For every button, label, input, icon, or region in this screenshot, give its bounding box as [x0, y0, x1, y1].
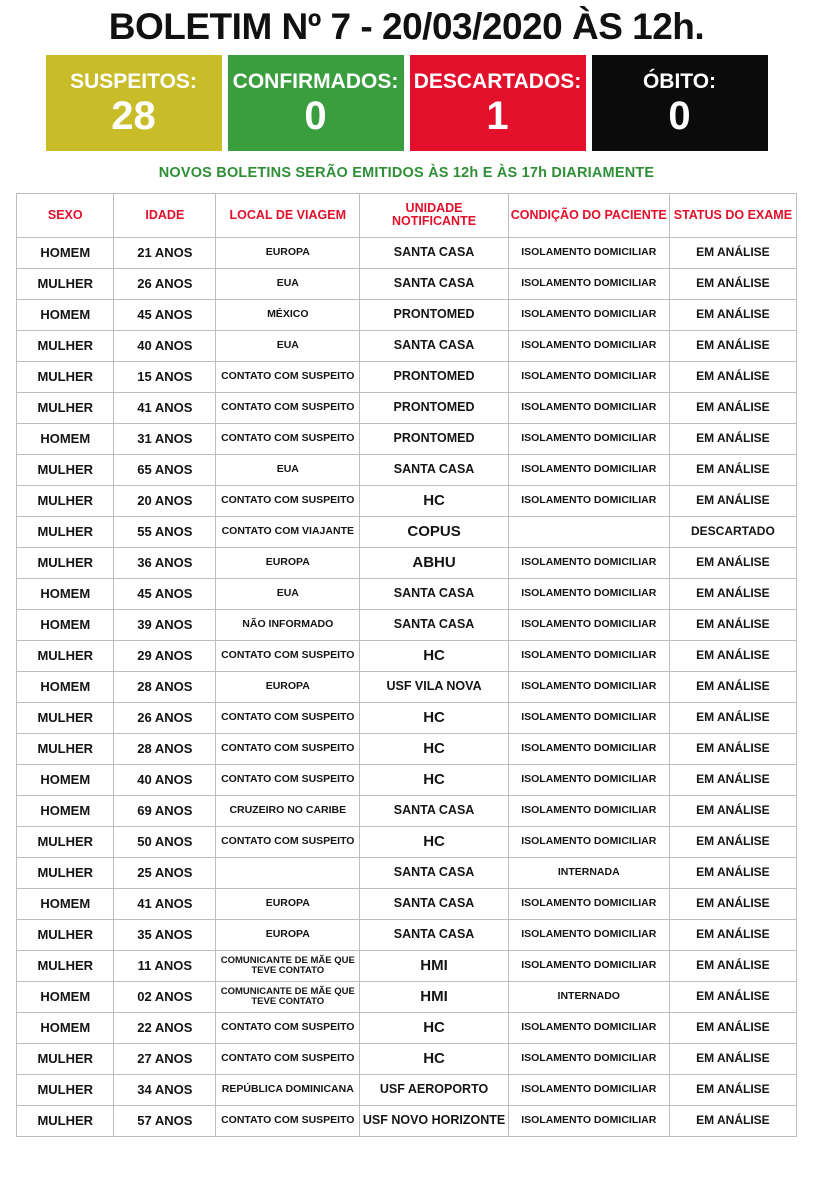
- cell-sexo: MULHER: [17, 702, 114, 733]
- cell-local: CONTATO COM SUSPEITO: [216, 826, 360, 857]
- table-row: [17, 981, 797, 1012]
- cell-unidade: COPUS: [360, 516, 508, 547]
- cell-sexo: MULHER: [17, 826, 114, 857]
- cell-condicao: ISOLAMENTO DOMICILIAR: [508, 392, 669, 423]
- cell-idade: 22 ANOS: [114, 1012, 216, 1043]
- cell-status: EM ANÁLISE: [669, 981, 796, 1012]
- cell-unidade: PRONTOMED: [360, 392, 508, 423]
- cell-condicao: ISOLAMENTO DOMICILIAR: [508, 268, 669, 299]
- cell-sexo: MULHER: [17, 392, 114, 423]
- cell-status: EM ANÁLISE: [669, 392, 796, 423]
- cell-sexo: HOMEM: [17, 299, 114, 330]
- cell-status: EM ANÁLISE: [669, 547, 796, 578]
- cell-sexo: MULHER: [17, 454, 114, 485]
- table-row: [17, 485, 797, 516]
- cell-condicao: ISOLAMENTO DOMICILIAR: [508, 671, 669, 702]
- cell-unidade: HC: [360, 1012, 508, 1043]
- cell-condicao: INTERNADA: [508, 857, 669, 888]
- table-row: [17, 919, 797, 950]
- cell-status: EM ANÁLISE: [669, 826, 796, 857]
- cell-status: EM ANÁLISE: [669, 1105, 796, 1136]
- cell-idade: 27 ANOS: [114, 1043, 216, 1074]
- table-row: [17, 330, 797, 361]
- table-row: [17, 423, 797, 454]
- cell-idade: 40 ANOS: [114, 764, 216, 795]
- cell-local: EUROPA: [216, 919, 360, 950]
- cell-local: COMUNICANTE DE MÃE QUE TEVE CONTATO: [216, 950, 360, 981]
- cell-condicao: ISOLAMENTO DOMICILIAR: [508, 485, 669, 516]
- table-row: [17, 1105, 797, 1136]
- cell-condicao: ISOLAMENTO DOMICILIAR: [508, 609, 669, 640]
- cell-status: EM ANÁLISE: [669, 671, 796, 702]
- cell-unidade: HC: [360, 640, 508, 671]
- cell-idade: 45 ANOS: [114, 578, 216, 609]
- cell-sexo: HOMEM: [17, 981, 114, 1012]
- cell-idade: 26 ANOS: [114, 268, 216, 299]
- page-title: BOLETIM Nº 7 - 20/03/2020 ÀS 12h.: [108, 6, 705, 47]
- cell-sexo: MULHER: [17, 857, 114, 888]
- cell-condicao: ISOLAMENTO DOMICILIAR: [508, 733, 669, 764]
- cell-condicao: ISOLAMENTO DOMICILIAR: [508, 640, 669, 671]
- cell-unidade: SANTA CASA: [360, 919, 508, 950]
- table-row: [17, 764, 797, 795]
- cell-sexo: HOMEM: [17, 237, 114, 268]
- stat-label-descartados: DESCARTADOS:: [413, 70, 582, 94]
- cell-unidade: SANTA CASA: [360, 857, 508, 888]
- table-row: [17, 454, 797, 485]
- cases-table: [16, 193, 797, 1137]
- table-row: [17, 392, 797, 423]
- cell-status: EM ANÁLISE: [669, 268, 796, 299]
- cell-status: EM ANÁLISE: [669, 1012, 796, 1043]
- cell-condicao: ISOLAMENTO DOMICILIAR: [508, 1074, 669, 1105]
- cell-unidade: USF VILA NOVA: [360, 671, 508, 702]
- column-header-local: LOCAL DE VIAGEM: [216, 193, 360, 237]
- table-row: [17, 299, 797, 330]
- cell-sexo: HOMEM: [17, 795, 114, 826]
- cell-condicao: ISOLAMENTO DOMICILIAR: [508, 826, 669, 857]
- column-header-status: STATUS DO EXAME: [669, 193, 796, 237]
- cell-idade: 41 ANOS: [114, 888, 216, 919]
- cell-unidade: HC: [360, 485, 508, 516]
- table-row: [17, 733, 797, 764]
- cell-sexo: MULHER: [17, 516, 114, 547]
- cell-unidade: ABHU: [360, 547, 508, 578]
- cell-local: CONTATO COM SUSPEITO: [216, 640, 360, 671]
- cell-sexo: MULHER: [17, 640, 114, 671]
- cell-local: EUROPA: [216, 888, 360, 919]
- summary-stats: [16, 55, 797, 151]
- cell-local: CONTATO COM SUSPEITO: [216, 392, 360, 423]
- cell-local: CONTATO COM SUSPEITO: [216, 485, 360, 516]
- cell-unidade: SANTA CASA: [360, 888, 508, 919]
- cell-local: REPÚBLICA DOMINICANA: [216, 1074, 360, 1105]
- cell-idade: 11 ANOS: [114, 950, 216, 981]
- cell-condicao: [508, 516, 669, 547]
- cell-sexo: HOMEM: [17, 888, 114, 919]
- cell-sexo: HOMEM: [17, 609, 114, 640]
- table-row: [17, 702, 797, 733]
- cell-condicao: ISOLAMENTO DOMICILIAR: [508, 423, 669, 454]
- cell-local: CONTATO COM SUSPEITO: [216, 764, 360, 795]
- cell-status: EM ANÁLISE: [669, 299, 796, 330]
- cases-table-body: [17, 237, 797, 1136]
- cell-local: CONTATO COM VIAJANTE: [216, 516, 360, 547]
- cell-idade: 29 ANOS: [114, 640, 216, 671]
- column-header-unidade: UNIDADE NOTIFICANTE: [360, 193, 508, 237]
- cell-unidade: HMI: [360, 981, 508, 1012]
- cell-local: CONTATO COM SUSPEITO: [216, 423, 360, 454]
- table-row: [17, 237, 797, 268]
- cell-unidade: HC: [360, 1043, 508, 1074]
- cell-condicao: ISOLAMENTO DOMICILIAR: [508, 299, 669, 330]
- cell-sexo: MULHER: [17, 361, 114, 392]
- cell-sexo: MULHER: [17, 547, 114, 578]
- cell-local: [216, 857, 360, 888]
- table-row: [17, 671, 797, 702]
- cell-idade: 69 ANOS: [114, 795, 216, 826]
- cell-status: EM ANÁLISE: [669, 764, 796, 795]
- cell-idade: 26 ANOS: [114, 702, 216, 733]
- bulletin-notice: NOVOS BOLETINS SERÃO EMITIDOS ÀS 12h E ÀS 17h DIARIAMENTE: [158, 164, 655, 181]
- cell-condicao: ISOLAMENTO DOMICILIAR: [508, 795, 669, 826]
- cell-sexo: HOMEM: [17, 423, 114, 454]
- cell-condicao: ISOLAMENTO DOMICILIAR: [508, 237, 669, 268]
- cell-condicao: ISOLAMENTO DOMICILIAR: [508, 888, 669, 919]
- cell-local: COMUNICANTE DE MÃE QUE TEVE CONTATO: [216, 981, 360, 1012]
- cell-idade: 55 ANOS: [114, 516, 216, 547]
- table-row: [17, 795, 797, 826]
- cell-status: EM ANÁLISE: [669, 454, 796, 485]
- cell-status: EM ANÁLISE: [669, 361, 796, 392]
- cell-status: EM ANÁLISE: [669, 330, 796, 361]
- stat-value-confirmados: 0: [304, 94, 327, 139]
- cell-status: EM ANÁLISE: [669, 423, 796, 454]
- cell-idade: 41 ANOS: [114, 392, 216, 423]
- table-row: [17, 950, 797, 981]
- table-row: [17, 857, 797, 888]
- cell-condicao: INTERNADO: [508, 981, 669, 1012]
- stat-card-descartados: [410, 55, 586, 151]
- cell-sexo: MULHER: [17, 1043, 114, 1074]
- cell-idade: 40 ANOS: [114, 330, 216, 361]
- cell-unidade: SANTA CASA: [360, 237, 508, 268]
- cell-sexo: MULHER: [17, 1105, 114, 1136]
- cell-local: MÉXICO: [216, 299, 360, 330]
- cell-sexo: HOMEM: [17, 1012, 114, 1043]
- cell-local: EUA: [216, 330, 360, 361]
- cell-unidade: PRONTOMED: [360, 299, 508, 330]
- cell-idade: 31 ANOS: [114, 423, 216, 454]
- cell-status: EM ANÁLISE: [669, 950, 796, 981]
- cell-idade: 21 ANOS: [114, 237, 216, 268]
- table-header-row: [17, 193, 797, 237]
- table-row: [17, 640, 797, 671]
- cell-idade: 50 ANOS: [114, 826, 216, 857]
- table-row: [17, 547, 797, 578]
- stat-label-obito: ÓBITO:: [642, 70, 717, 94]
- cell-local: CONTATO COM SUSPEITO: [216, 1105, 360, 1136]
- table-row: [17, 516, 797, 547]
- cell-status: EM ANÁLISE: [669, 857, 796, 888]
- cell-local: EUA: [216, 454, 360, 485]
- table-row: [17, 888, 797, 919]
- column-header-sexo: SEXO: [17, 193, 114, 237]
- cell-idade: 39 ANOS: [114, 609, 216, 640]
- cases-table-head: [17, 193, 797, 237]
- cell-condicao: ISOLAMENTO DOMICILIAR: [508, 547, 669, 578]
- cell-unidade: SANTA CASA: [360, 330, 508, 361]
- cell-unidade: SANTA CASA: [360, 795, 508, 826]
- cell-status: EM ANÁLISE: [669, 1043, 796, 1074]
- cell-status: EM ANÁLISE: [669, 640, 796, 671]
- stat-card-confirmados: [228, 55, 404, 151]
- cell-idade: 15 ANOS: [114, 361, 216, 392]
- cell-idade: 36 ANOS: [114, 547, 216, 578]
- cell-sexo: MULHER: [17, 950, 114, 981]
- cell-local: EUROPA: [216, 671, 360, 702]
- cell-local: EUA: [216, 578, 360, 609]
- table-row: [17, 1074, 797, 1105]
- cell-status: EM ANÁLISE: [669, 1074, 796, 1105]
- cell-local: CONTATO COM SUSPEITO: [216, 1012, 360, 1043]
- cell-condicao: ISOLAMENTO DOMICILIAR: [508, 1105, 669, 1136]
- stat-value-obito: 0: [668, 94, 691, 139]
- cell-idade: 28 ANOS: [114, 671, 216, 702]
- stat-value-suspeitos: 28: [111, 94, 156, 139]
- cell-unidade: USF NOVO HORIZONTE: [360, 1105, 508, 1136]
- table-row: [17, 826, 797, 857]
- cell-status: EM ANÁLISE: [669, 888, 796, 919]
- cell-idade: 34 ANOS: [114, 1074, 216, 1105]
- cell-condicao: ISOLAMENTO DOMICILIAR: [508, 361, 669, 392]
- stat-value-descartados: 1: [486, 94, 509, 139]
- table-row: [17, 361, 797, 392]
- cell-sexo: MULHER: [17, 919, 114, 950]
- table-row: [17, 578, 797, 609]
- cell-unidade: SANTA CASA: [360, 268, 508, 299]
- cell-unidade: SANTA CASA: [360, 578, 508, 609]
- cell-local: CONTATO COM SUSPEITO: [216, 733, 360, 764]
- stat-card-obito: [592, 55, 768, 151]
- cell-sexo: MULHER: [17, 1074, 114, 1105]
- column-header-idade: IDADE: [114, 193, 216, 237]
- cell-idade: 20 ANOS: [114, 485, 216, 516]
- cell-unidade: HC: [360, 702, 508, 733]
- cell-sexo: MULHER: [17, 268, 114, 299]
- cell-unidade: USF AEROPORTO: [360, 1074, 508, 1105]
- cell-status: EM ANÁLISE: [669, 237, 796, 268]
- cell-unidade: PRONTOMED: [360, 361, 508, 392]
- cell-condicao: ISOLAMENTO DOMICILIAR: [508, 1043, 669, 1074]
- cell-unidade: PRONTOMED: [360, 423, 508, 454]
- table-row: [17, 609, 797, 640]
- cell-sexo: MULHER: [17, 733, 114, 764]
- cell-sexo: MULHER: [17, 485, 114, 516]
- cell-sexo: HOMEM: [17, 578, 114, 609]
- cell-unidade: HC: [360, 764, 508, 795]
- cell-sexo: MULHER: [17, 330, 114, 361]
- cell-unidade: HC: [360, 733, 508, 764]
- cell-condicao: ISOLAMENTO DOMICILIAR: [508, 702, 669, 733]
- cell-unidade: SANTA CASA: [360, 609, 508, 640]
- cell-idade: 57 ANOS: [114, 1105, 216, 1136]
- cell-condicao: ISOLAMENTO DOMICILIAR: [508, 330, 669, 361]
- cell-local: CONTATO COM SUSPEITO: [216, 361, 360, 392]
- cell-condicao: ISOLAMENTO DOMICILIAR: [508, 578, 669, 609]
- stat-label-confirmados: CONFIRMADOS:: [232, 70, 399, 94]
- cell-sexo: HOMEM: [17, 764, 114, 795]
- cell-idade: 25 ANOS: [114, 857, 216, 888]
- cell-local: EUROPA: [216, 547, 360, 578]
- cell-idade: 45 ANOS: [114, 299, 216, 330]
- cell-idade: 35 ANOS: [114, 919, 216, 950]
- cell-local: EUROPA: [216, 237, 360, 268]
- cell-status: EM ANÁLISE: [669, 702, 796, 733]
- cell-local: CONTATO COM SUSPEITO: [216, 702, 360, 733]
- cell-condicao: ISOLAMENTO DOMICILIAR: [508, 454, 669, 485]
- cell-status: EM ANÁLISE: [669, 485, 796, 516]
- cell-idade: 28 ANOS: [114, 733, 216, 764]
- cell-condicao: ISOLAMENTO DOMICILIAR: [508, 764, 669, 795]
- cell-status: DESCARTADO: [669, 516, 796, 547]
- cell-status: EM ANÁLISE: [669, 578, 796, 609]
- cell-unidade: HMI: [360, 950, 508, 981]
- cell-condicao: ISOLAMENTO DOMICILIAR: [508, 919, 669, 950]
- cell-status: EM ANÁLISE: [669, 609, 796, 640]
- table-row: [17, 1043, 797, 1074]
- cell-local: CRUZEIRO NO CARIBE: [216, 795, 360, 826]
- cell-idade: 02 ANOS: [114, 981, 216, 1012]
- table-row: [17, 1012, 797, 1043]
- cell-local: CONTATO COM SUSPEITO: [216, 1043, 360, 1074]
- table-row: [17, 268, 797, 299]
- cell-unidade: HC: [360, 826, 508, 857]
- cell-local: NÃO INFORMADO: [216, 609, 360, 640]
- cell-sexo: HOMEM: [17, 671, 114, 702]
- cell-status: EM ANÁLISE: [669, 919, 796, 950]
- cell-idade: 65 ANOS: [114, 454, 216, 485]
- cell-status: EM ANÁLISE: [669, 733, 796, 764]
- stat-label-suspeitos: SUSPEITOS:: [70, 70, 197, 94]
- cell-local: EUA: [216, 268, 360, 299]
- stat-card-suspeitos: [46, 55, 222, 151]
- cell-condicao: ISOLAMENTO DOMICILIAR: [508, 1012, 669, 1043]
- cell-status: EM ANÁLISE: [669, 795, 796, 826]
- column-header-condicao: CONDIÇÃO DO PACIENTE: [508, 193, 669, 237]
- cell-unidade: SANTA CASA: [360, 454, 508, 485]
- cell-condicao: ISOLAMENTO DOMICILIAR: [508, 950, 669, 981]
